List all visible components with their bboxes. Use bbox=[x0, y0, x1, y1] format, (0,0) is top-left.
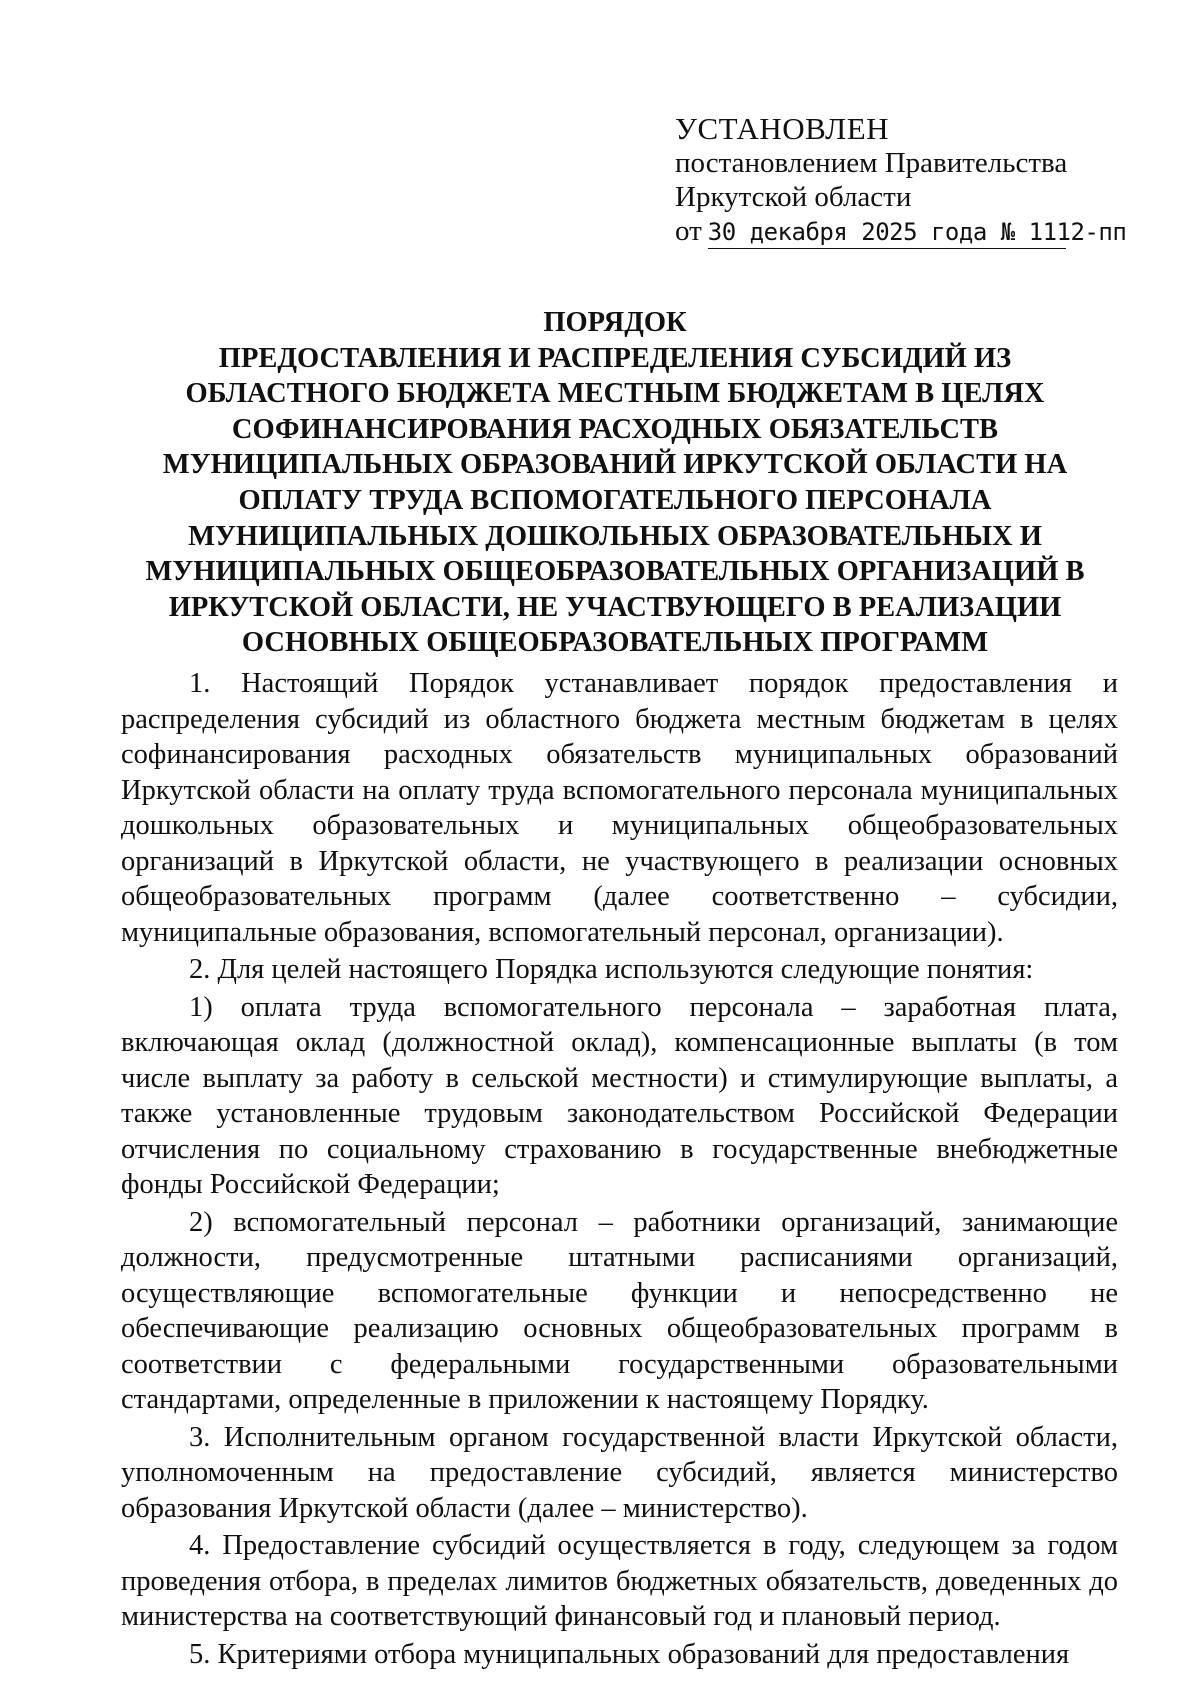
approval-date-value: 30 декабря 2025 года № 1112-пп bbox=[708, 216, 1066, 249]
approval-status: УСТАНОВЛЕН bbox=[675, 111, 890, 146]
title-line: ИРКУТСКОЙ ОБЛАСТИ, НЕ УЧАСТВУЮЩЕГО В РЕАЛИЗАЦИИ bbox=[168, 591, 1062, 623]
title-heading: ПОРЯДОК bbox=[543, 307, 687, 338]
title-line: ПРЕДОСТАВЛЕНИЯ И РАСПРЕДЕЛЕНИЯ СУБСИДИЙ ИЗ bbox=[218, 342, 1012, 374]
approval-stamp bbox=[675, 111, 1127, 249]
paragraph-4: 4. Предоставление субсидий осуществляется в году, следующем за годом проведения отбора, в пределах лимитов бюджетных обязательств, доведенных до министерства на соответствующий финансовый год и плановый период. bbox=[121, 1530, 1118, 1632]
document-title bbox=[110, 305, 1120, 661]
title-line: МУНИЦИПАЛЬНЫХ ДОШКОЛЬНЫХ ОБРАЗОВАТЕЛЬНЫХ И bbox=[188, 520, 1042, 552]
paragraph-5: 5. Критериями отбора муниципальных образований для предоставления bbox=[189, 1638, 1070, 1670]
title-line: СОФИНАНСИРОВАНИЯ РАСХОДНЫХ ОБЯЗАТЕЛЬСТВ bbox=[231, 413, 999, 445]
approval-region: Иркутской области bbox=[675, 181, 912, 213]
document-body bbox=[121, 666, 1118, 1672]
approval-date-prefix: от bbox=[675, 215, 702, 247]
title-line: ОСНОВНЫХ ОБЩЕОБРАЗОВАТЕЛЬНЫХ ПРОГРАММ bbox=[241, 627, 989, 659]
paragraph-3: 3. Исполнительным органом государственной власти Иркутской области, уполномоченным на предоставление субсидий, является министерство образования Иркутской области (далее – министерство). bbox=[121, 1421, 1118, 1524]
title-line: ОБЛАСТНОГО БЮДЖЕТА МЕСТНЫМ БЮДЖЕТАМ В ЦЕЛЯХ bbox=[185, 378, 1045, 410]
title-line: ОПЛАТУ ТРУДА ВСПОМОГАТЕЛЬНОГО ПЕРСОНАЛА bbox=[238, 484, 992, 516]
title-line: МУНИЦИПАЛЬНЫХ ОБРАЗОВАНИЙ ИРКУТСКОЙ ОБЛАСТИ НА bbox=[162, 449, 1068, 481]
approval-authority: постановлением Правительства bbox=[675, 147, 1068, 179]
paragraph-2-item-2: 2) вспомогательный персонал – работники организаций, занимающие должности, предусмотренные штатными расписаниями организаций, осуществляющие вспомогательные функции и непосредственно не обеспечивающие реализацию основных общеобразовательных программ в соответствии с федеральными государственными образовательными стандартами, определенные в приложении к настоящему Порядку. bbox=[121, 1206, 1118, 1415]
title-line: МУНИЦИПАЛЬНЫХ ОБЩЕОБРАЗОВАТЕЛЬНЫХ ОРГАНИЗАЦИЙ В bbox=[145, 556, 1085, 588]
paragraph-2: 2. Для целей настоящего Порядка используются следующие понятия: bbox=[189, 954, 1034, 985]
approval-date-line bbox=[675, 214, 1127, 249]
paragraph-1: 1. Настоящий Порядок устанавливает порядок предоставления и распределения субсидий из областного бюджета местным бюджетам в целях софинансирования расходных обязательств муниципальных образований Иркутской области на оплату труда вспомогательного персонала муниципальных дошкольных образовательных и муниципальных общеобразовательных организаций в Иркутской области, не участвующего в реализации основных общеобразовательных программ (далее соответственно – субсидии, муниципальные образования, вспомогательный персонал, организации). bbox=[121, 668, 1118, 948]
paragraph-2-item-1: 1) оплата труда вспомогательного персонала – заработная плата, включающая оклад (должностной оклад), компенсационные выплаты (в том числе выплату за работу в сельской местности) и стимулирующие выплаты, а также установленные трудовым законодательством Российской Федерации отчисления по социальному страхованию в государственные внебюджетные фонды Российской Федерации; bbox=[121, 991, 1118, 1200]
